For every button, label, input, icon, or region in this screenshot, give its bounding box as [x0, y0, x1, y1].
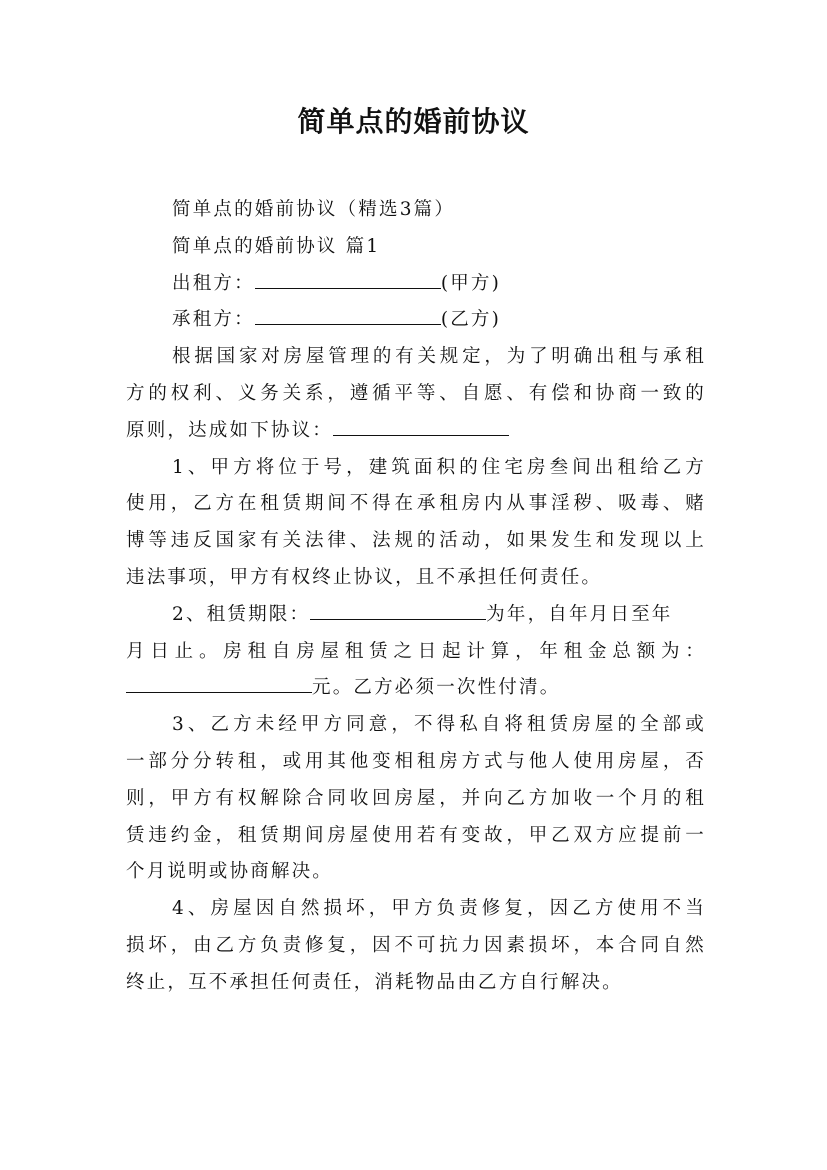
lessee-line	[126, 302, 706, 339]
clause2-line-3-suffix: 元。乙方必须一次性付清。	[312, 677, 561, 699]
preamble-line-1: 根据国家对房屋管理的有关规定，为了明确出租与承租	[172, 346, 706, 368]
lessee-suffix: (乙方)	[440, 309, 502, 331]
subtitle-line: 简单点的婚前协议（精选3篇）	[172, 199, 456, 220]
clause3-line-5: 个月说明或协商解决。	[126, 861, 334, 883]
clause1-line-1: 1、甲方将位于号，建筑面积的住宅房叁间出租给乙方	[172, 456, 706, 478]
rent-amount-blank	[126, 670, 312, 693]
clause2-line-1-suffix: 为年，自年月日至年	[486, 603, 673, 625]
lessee-blank	[255, 302, 441, 325]
clause1-line-3: 博等违反国家有关法律、法规的活动，如果发生和发现以上	[126, 530, 706, 552]
clause2-line-2: 月日止。房租自房屋租赁之日起计算，年租金总额为：	[126, 640, 706, 662]
lessor-label: 出租方：	[172, 272, 255, 294]
lessee-label: 承租方：	[172, 309, 255, 331]
preamble-blank	[333, 413, 509, 436]
lessor-line	[126, 266, 706, 303]
clause2-line-3	[126, 670, 706, 707]
clause3-line-2: 一部分分转租，或用其他变相租房方式与他人使用房屋，否	[126, 750, 706, 772]
clause4-line-1: 4、房屋因自然损坏，甲方负责修复，因乙方使用不当	[172, 898, 706, 920]
clause3-line-1: 3、乙方未经甲方同意，不得私自将租赁房屋的全部或	[172, 714, 706, 736]
clause4-line-3: 终止，互不承担任何责任，消耗物品由乙方自行解决。	[126, 971, 623, 993]
clause3-line-3: 则，甲方有权解除合同收回房屋，并向乙方加收一个月的租	[126, 787, 706, 809]
preamble-line-3-text: 原则，达成如下协议：	[126, 419, 334, 441]
preamble-line-3	[126, 413, 706, 450]
document-title: 简单点的婚前协议	[297, 105, 530, 138]
clause3-line-4: 赁违约金，租赁期间房屋使用若有变故，甲乙双方应提前一	[126, 824, 706, 846]
lessor-suffix: (甲方)	[440, 272, 502, 294]
document-body	[126, 192, 706, 1002]
lessor-blank	[255, 266, 441, 289]
clause1-line-2: 使用，乙方在租赁期间不得在承租房内从事淫秽、吸毒、赌	[126, 493, 706, 515]
section-heading: 简单点的婚前协议 篇1	[172, 235, 381, 257]
clause4-line-2: 损坏，由乙方负责修复，因不可抗力因素损坏，本合同自然	[126, 934, 706, 956]
clause1-line-4: 违法事项，甲方有权终止协议，且不承担任何责任。	[126, 566, 603, 588]
preamble-line-2: 方的权利、义务关系，遵循平等、自愿、有偿和协商一致的	[126, 382, 706, 404]
clause2-line-1-prefix: 2、租赁期限：	[172, 603, 311, 625]
clause2-line-1	[126, 597, 706, 634]
lease-term-blank	[310, 597, 486, 620]
